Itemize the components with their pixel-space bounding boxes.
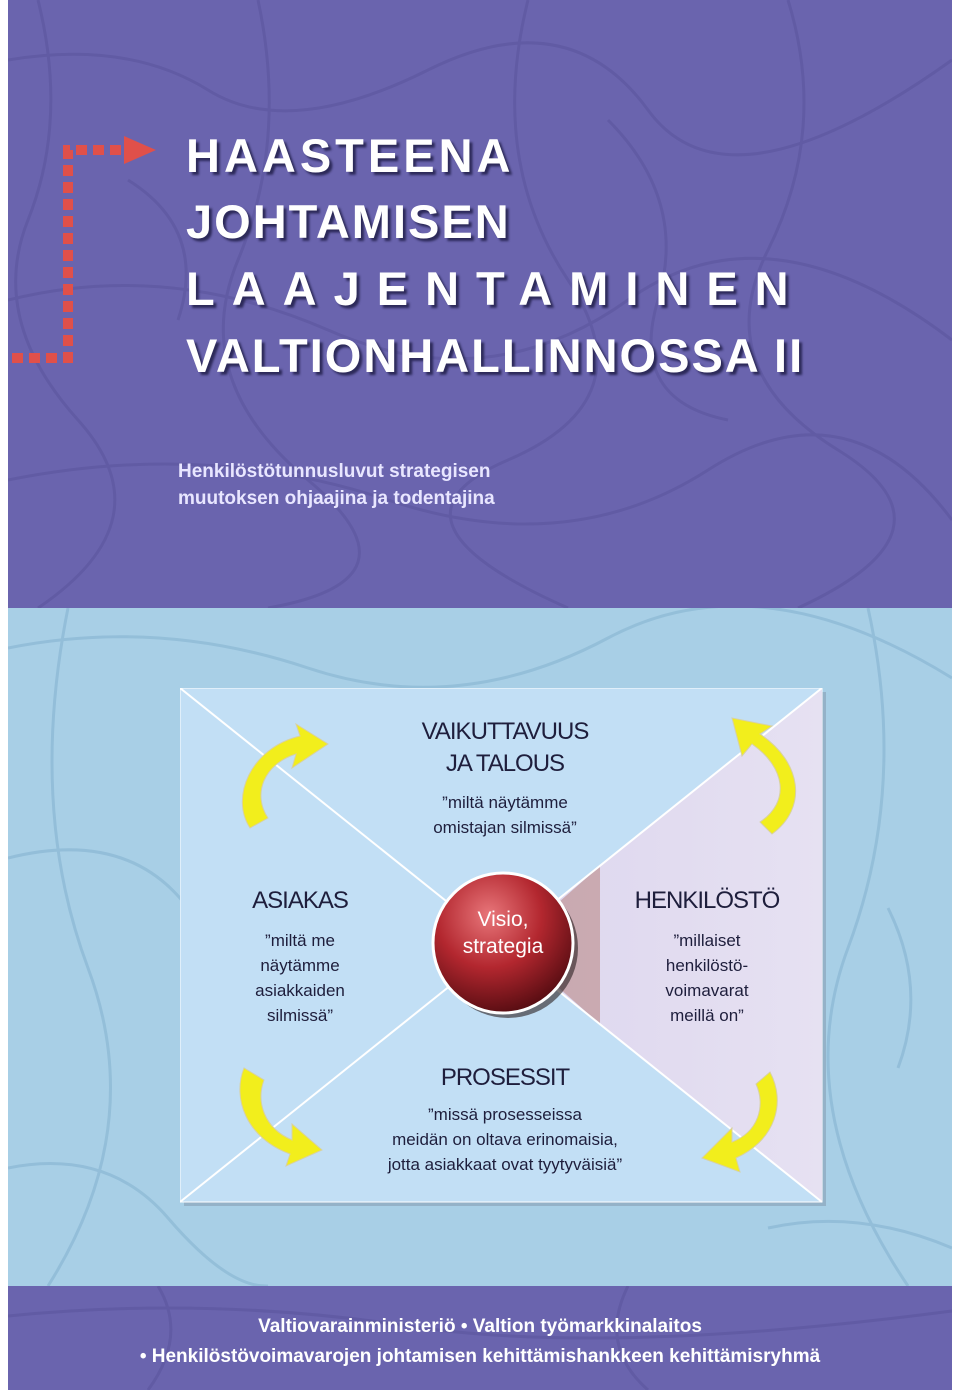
top-head-2: JA TALOUS bbox=[445, 750, 565, 777]
left-desc-2: näytämme bbox=[260, 956, 340, 975]
corner-arrow-icon bbox=[8, 130, 178, 370]
label-asiakas bbox=[220, 884, 380, 1028]
left-head: ASIAKAS bbox=[252, 887, 348, 914]
left-desc-4: silmissä” bbox=[266, 1006, 334, 1025]
subtitle-line-1: Henkilöstötunnusluvut strategisen bbox=[178, 461, 491, 482]
bottom-head: PROSESSIT bbox=[440, 1064, 570, 1091]
label-henkilosto bbox=[614, 884, 800, 1028]
bottom-desc-3: jotta asiakkaat ovat tyytyväisiä” bbox=[387, 1155, 623, 1174]
footer-group: • Henkilöstövoimavarojen johtamisen kehittämishankkeen kehittämisryhmä bbox=[139, 1346, 821, 1367]
title-line-1: HAASTEENA bbox=[186, 129, 515, 182]
vision-line-1: Visio, bbox=[477, 908, 529, 931]
stone-texture bbox=[8, 1286, 952, 1390]
vision-label bbox=[428, 906, 578, 960]
cover-top-band bbox=[8, 0, 952, 608]
vision-line-2: strategia bbox=[462, 935, 544, 958]
label-prosessit bbox=[330, 1062, 680, 1177]
right-desc-1: ”millaiset bbox=[673, 931, 741, 950]
title-line-4: VALTIONHALLINNOSSA II bbox=[186, 329, 805, 382]
left-desc-3: asiakkaiden bbox=[255, 981, 345, 1000]
title-line-3: LAAJENTAMINEN bbox=[186, 262, 806, 315]
title-line-2: JOHTAMISEN bbox=[186, 195, 511, 248]
top-desc-1: ”miltä näytämme bbox=[442, 793, 568, 812]
left-desc-1: ”miltä me bbox=[265, 931, 335, 950]
top-desc-2: omistajan silmissä” bbox=[433, 818, 577, 837]
footer-publishers: Valtiovarainministeriö • Valtion työmarkkinalaitos bbox=[258, 1316, 702, 1337]
bottom-desc-2: meidän on oltava erinomaisia, bbox=[392, 1130, 618, 1149]
right-desc-3: voimavarat bbox=[665, 981, 749, 1000]
top-head-1: VAIKUTTAVUUS bbox=[421, 718, 589, 745]
subtitle-line-2: muutoksen ohjaajina ja todentajina bbox=[178, 488, 495, 509]
right-desc-2: henkilöstö- bbox=[665, 956, 749, 975]
subtitle bbox=[178, 458, 495, 512]
right-head: HENKILÖSTÖ bbox=[634, 887, 780, 914]
right-desc-4: meillä on” bbox=[670, 1006, 744, 1025]
bottom-desc-1: ”missä prosesseissa bbox=[428, 1105, 582, 1124]
label-vaikuttavuus bbox=[380, 716, 630, 840]
cover-bottom-band bbox=[8, 1286, 952, 1390]
